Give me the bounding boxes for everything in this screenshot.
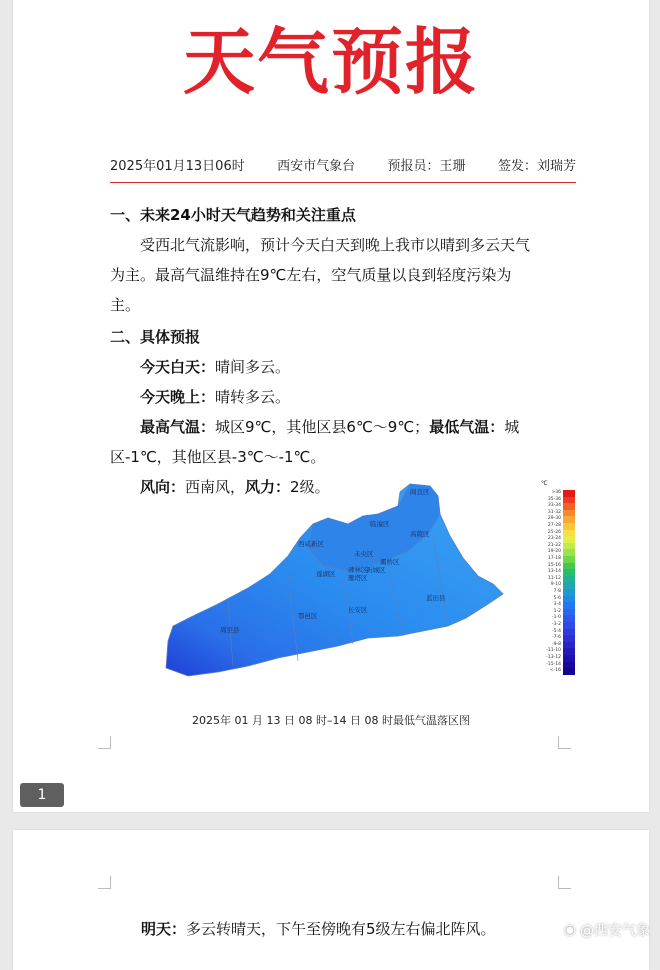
- legend-swatch: [563, 668, 575, 675]
- wind-direction-value: 西南风，: [185, 478, 246, 496]
- legend-item: [535, 602, 575, 609]
- wind-force-label: 风力：: [245, 478, 291, 496]
- legend-item: [535, 503, 575, 510]
- weibo-icon: ◉: [563, 922, 576, 938]
- legend-swatch: [563, 530, 575, 537]
- map-label-10: 莲湖区: [316, 570, 336, 578]
- document-page-1: [13, 0, 649, 812]
- tonight-line: [110, 382, 540, 412]
- legend-item: [535, 556, 575, 563]
- legend-swatch: [563, 602, 575, 609]
- tonight-value: 晴转多云。: [215, 388, 291, 406]
- map-label-8: 未央区: [354, 550, 374, 558]
- legend-swatch: [563, 569, 575, 576]
- map-graphic: [148, 476, 588, 688]
- legend-swatch: [563, 523, 575, 530]
- legend-swatch: [563, 642, 575, 649]
- legend-label: -11-10: [546, 648, 561, 654]
- legend-unit: ℃: [541, 480, 548, 487]
- legend-label: 5-6: [553, 595, 561, 601]
- legend-item: [535, 622, 575, 629]
- legend-swatch: [563, 596, 575, 603]
- tomorrow-label: 明天：: [141, 920, 187, 938]
- legend-item: [535, 516, 575, 523]
- tomorrow-line: [141, 918, 496, 939]
- legend-label: -1-0: [552, 615, 561, 621]
- legend-label: 15-16: [547, 562, 561, 568]
- legend-swatch: [563, 510, 575, 517]
- legend-label: 9-10: [550, 582, 561, 588]
- legend-swatch: [563, 655, 575, 662]
- page-number-badge: 1: [20, 783, 64, 807]
- legend-label: <-16: [549, 668, 561, 674]
- today-day-label: 今天白天：: [140, 358, 216, 376]
- legend-label: 13-14: [547, 569, 561, 575]
- map-label-13: 西咸新区: [298, 540, 324, 548]
- legend-label: 29-30: [547, 516, 561, 522]
- legend-swatch: [563, 648, 575, 655]
- map-label-2: 高陵区: [410, 530, 430, 538]
- legend-swatch: [563, 635, 575, 642]
- today-day-line: [110, 352, 540, 382]
- legend-label: 3-4: [553, 602, 561, 608]
- legend-swatch: [563, 549, 575, 556]
- legend-swatch: [563, 589, 575, 596]
- legend-item: [535, 523, 575, 530]
- page-corner-mark: [558, 736, 571, 749]
- legend-swatch: [563, 563, 575, 570]
- legend-label: 23-24: [547, 536, 561, 542]
- tonight-label: 今天晚上：: [140, 388, 216, 406]
- legend-label: -15-14: [546, 661, 561, 667]
- legend-label: 1-2: [553, 608, 561, 614]
- map-label-4: 长安区: [348, 606, 368, 614]
- map-label-1: 临潼区: [370, 520, 390, 528]
- legend-item: [535, 655, 575, 662]
- map-label-3: 鄠邑区: [298, 612, 318, 620]
- map-label-0: 阎良区: [410, 488, 430, 496]
- wind-direction-label: 风向：: [140, 478, 186, 496]
- tomorrow-value: 多云转晴天，下午至傍晚有5级左右偏北阵风。: [186, 920, 496, 938]
- issue-datetime: 2025年01月13日06时: [110, 159, 245, 174]
- legend-swatch: [563, 516, 575, 523]
- legend-item: [535, 582, 575, 589]
- source-watermark: [564, 920, 650, 940]
- map-label-6: 蓝田县: [426, 594, 446, 602]
- legend-swatch: [563, 615, 575, 622]
- legend-label: >36: [551, 490, 561, 495]
- section-1-heading: 一、未来24小时天气趋势和关注重点: [110, 206, 356, 224]
- wind-force-value: 2级。: [290, 478, 330, 496]
- issue-info: [110, 155, 576, 174]
- page-corner-mark: [558, 876, 571, 889]
- temperature-line: [110, 412, 540, 472]
- document-title: 天气预报: [182, 20, 479, 104]
- min-temp-value: 城区-1℃，其他区县-3℃～-1℃。: [110, 418, 520, 466]
- max-temp-label: 最高气温：: [140, 418, 216, 436]
- legend-label: 19-20: [547, 549, 561, 555]
- page-corner-mark: [98, 876, 111, 889]
- today-day-value: 晴间多云。: [215, 358, 291, 376]
- legend-label: 27-28: [547, 523, 561, 528]
- min-temp-label: 最低气温：: [429, 418, 505, 436]
- legend-label: 11-12: [547, 575, 561, 581]
- legend-label: 35-36: [547, 496, 561, 502]
- legend-swatch: [563, 536, 575, 543]
- legend-item: [535, 615, 575, 622]
- legend-label: -7-6: [552, 635, 561, 641]
- watermark-text: @西安气象: [580, 923, 650, 939]
- map-caption: 2025年 01 月 13 日 08 时–14 日 08 时最低气温落区图: [192, 714, 470, 727]
- legend-item: [535, 635, 575, 642]
- legend-item: [535, 589, 575, 596]
- legend-label: 7-8: [553, 589, 561, 594]
- issuer: 签发：刘瑞芳: [497, 159, 576, 174]
- legend-label: 31-32: [547, 509, 561, 515]
- legend-item: [535, 569, 575, 576]
- map-label-11: 碑林区: [348, 566, 368, 574]
- legend-item: [535, 536, 575, 543]
- legend-label: 25-26: [547, 529, 561, 535]
- legend-swatch: [563, 582, 575, 589]
- legend-swatch: [563, 609, 575, 616]
- xian-region-shape: [166, 484, 503, 676]
- legend-swatch: [563, 543, 575, 550]
- section-2-heading: 二、具体预报: [110, 328, 201, 346]
- legend-swatch: [563, 662, 575, 669]
- legend-swatch: [563, 622, 575, 629]
- header-divider: [110, 182, 576, 183]
- section-1-text: 受西北气流影响，预计今天白天到晚上我市以晴到多云天气为主。最高气温维持在9℃左右，空气质量以良到轻度污染为主。: [110, 236, 531, 314]
- max-temp-value: 城区9℃，其他区县6℃～9℃；: [215, 418, 430, 436]
- legend-item: [535, 490, 575, 497]
- forecaster: 预报员：王珊: [387, 159, 466, 174]
- map-label-7: 灞桥区: [380, 558, 400, 566]
- legend-label: 21-22: [547, 542, 561, 548]
- legend-swatch: [563, 556, 575, 563]
- legend-swatch: [563, 576, 575, 583]
- temperature-legend: [535, 480, 575, 680]
- legend-item: [535, 549, 575, 556]
- legend-swatch: [563, 503, 575, 510]
- legend-item: [535, 648, 575, 655]
- map-label-9: 雁塔区: [348, 574, 368, 582]
- section-1: [110, 200, 540, 502]
- document-page-2: [13, 830, 649, 970]
- map-label-5: 周至县: [220, 626, 240, 634]
- page-corner-mark: [98, 736, 111, 749]
- legend-label: -9-8: [552, 641, 561, 647]
- legend-label: -3-2: [552, 622, 561, 627]
- legend-label: 17-18: [547, 556, 561, 561]
- legend-item: [535, 668, 575, 675]
- min-temperature-map: [148, 476, 588, 688]
- legend-swatch: [563, 629, 575, 636]
- issuing-agency: 西安市气象台: [277, 159, 356, 174]
- legend-swatch: [563, 490, 575, 497]
- map-label-12: 新城区: [366, 566, 386, 574]
- legend-swatch: [563, 497, 575, 504]
- legend-label: -13-12: [546, 655, 561, 660]
- legend-label: -5-4: [552, 628, 561, 634]
- legend-label: 33-34: [547, 503, 561, 509]
